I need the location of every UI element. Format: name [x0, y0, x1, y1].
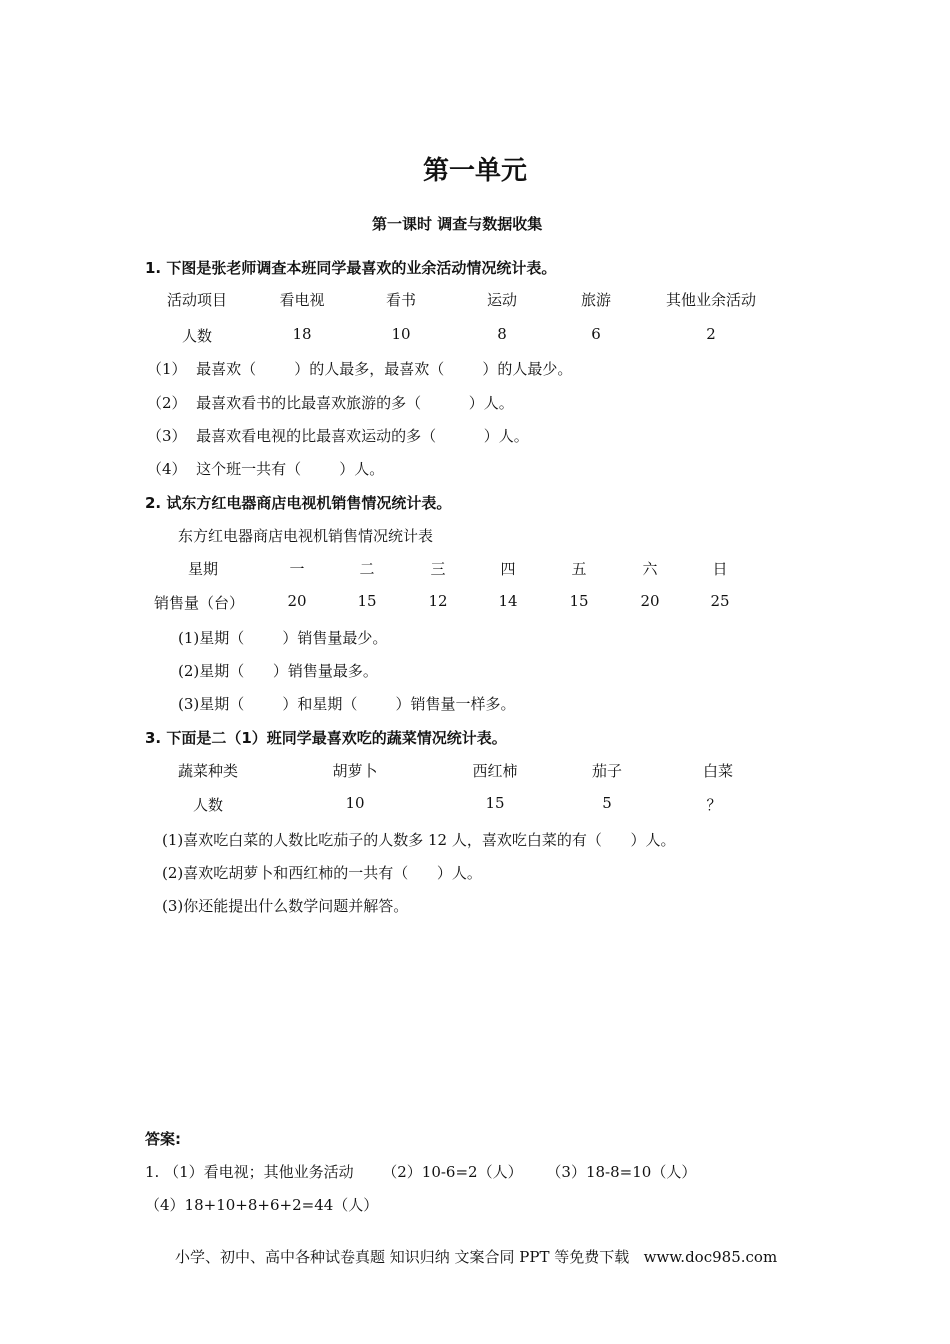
q2-table-caption: 东方红电器商店电视机销售情况统计表 [178, 527, 434, 545]
q2-value-cell: 15 [569, 592, 589, 610]
q1-header-cell: 看书 [385, 291, 417, 309]
q1-value-cell: 10 [391, 325, 411, 343]
answer-line: 1. （1）看电视；其他业务活动 （2）10-6=2（人） （3）18-8=10（人） [145, 1163, 697, 1181]
q2-value-cell: 14 [498, 592, 518, 610]
q3-header-cell: 茄子 [591, 762, 623, 780]
q3-value-cell: 15 [485, 794, 505, 812]
page-title: 第一单元 [422, 156, 527, 186]
q1-header-cell: 运动 [486, 291, 518, 309]
q1-value-cell: 8 [497, 325, 507, 343]
q1-subquestion: （2） 最喜欢看书的比最喜欢旅游的多（ ）人。 [147, 394, 514, 412]
q3-subquestion: (1)喜欢吃白菜的人数比吃茄子的人数多 12 人，喜欢吃白菜的有（ ）人。 [162, 831, 676, 849]
q1-subquestion: （1） 最喜欢（ ）的人最多，最喜欢（ ）的人最少。 [147, 360, 573, 378]
q2-heading: 2. 试东方红电器商店电视机销售情况统计表。 [145, 494, 452, 512]
answer-line: （4）18+10+8+6+2=44（人） [145, 1196, 379, 1214]
q2-header-cell: 一 [289, 560, 305, 578]
q3-header-cell: 白菜 [702, 762, 734, 780]
q2-header-cell: 二 [359, 560, 375, 578]
q2-value-cell: 20 [640, 592, 660, 610]
q2-value-cell: 15 [357, 592, 377, 610]
q2-header-cell: 六 [642, 560, 658, 578]
q1-header-cell: 活动项目 [166, 291, 228, 309]
lesson-subtitle: 第一课时 调查与数据收集 [372, 215, 543, 233]
q2-subquestion: (1)星期（ ）销售量最少。 [178, 629, 388, 647]
q3-subquestion: (3)你还能提出什么数学问题并解答。 [162, 897, 409, 915]
q2-subquestion: (2)星期（ ）销售量最多。 [178, 662, 378, 680]
q1-header-cell: 看电视 [279, 291, 325, 309]
q3-subquestion: (2)喜欢吃胡萝卜和西红柿的一共有（ ）人。 [162, 864, 482, 882]
q1-value-cell: 6 [591, 325, 601, 343]
q2-header-cell: 五 [571, 560, 587, 578]
q1-value-cell: 人数 [181, 327, 213, 345]
q3-header-cell: 胡萝卜 [332, 762, 378, 780]
q3-heading: 3. 下面是二（1）班同学最喜欢吃的蔬菜情况统计表。 [145, 729, 507, 747]
q3-value-cell: 人数 [192, 796, 224, 814]
q1-value-cell: 2 [706, 325, 716, 343]
q3-value-cell: 10 [345, 794, 365, 812]
q2-header-cell: 星期 [187, 560, 219, 578]
q3-value-cell: 5 [602, 794, 612, 812]
q1-value-cell: 18 [292, 325, 312, 343]
q2-value-cell: 20 [287, 592, 307, 610]
q2-value-cell: 销售量（台） [153, 594, 245, 612]
q3-value-cell: ？ [706, 796, 722, 814]
q1-header-cell: 旅游 [580, 291, 612, 309]
q1-header-cell: 其他业余活动 [665, 291, 757, 309]
q3-header-cell: 西红柿 [472, 762, 518, 780]
q1-subquestion: （4） 这个班一共有（ ）人。 [147, 460, 385, 478]
q2-header-cell: 四 [500, 560, 516, 578]
q1-subquestion: （3） 最喜欢看电视的比最喜欢运动的多（ ）人。 [147, 427, 529, 445]
q3-header-cell: 蔬菜种类 [177, 762, 239, 780]
q1-heading: 1. 下图是张老师调查本班同学最喜欢的业余活动情况统计表。 [145, 259, 557, 277]
q2-value-cell: 25 [710, 592, 730, 610]
q2-subquestion: (3)星期（ ）和星期（ ）销售量一样多。 [178, 695, 516, 713]
footer-text: 小学、初中、高中各种试卷真题 知识归纳 文案合同 PPT 等免费下载 www.doc985.com [175, 1248, 778, 1266]
answers-heading: 答案: [145, 1130, 181, 1148]
q2-value-cell: 12 [428, 592, 448, 610]
q2-header-cell: 日 [712, 560, 728, 578]
q2-header-cell: 三 [430, 560, 446, 578]
